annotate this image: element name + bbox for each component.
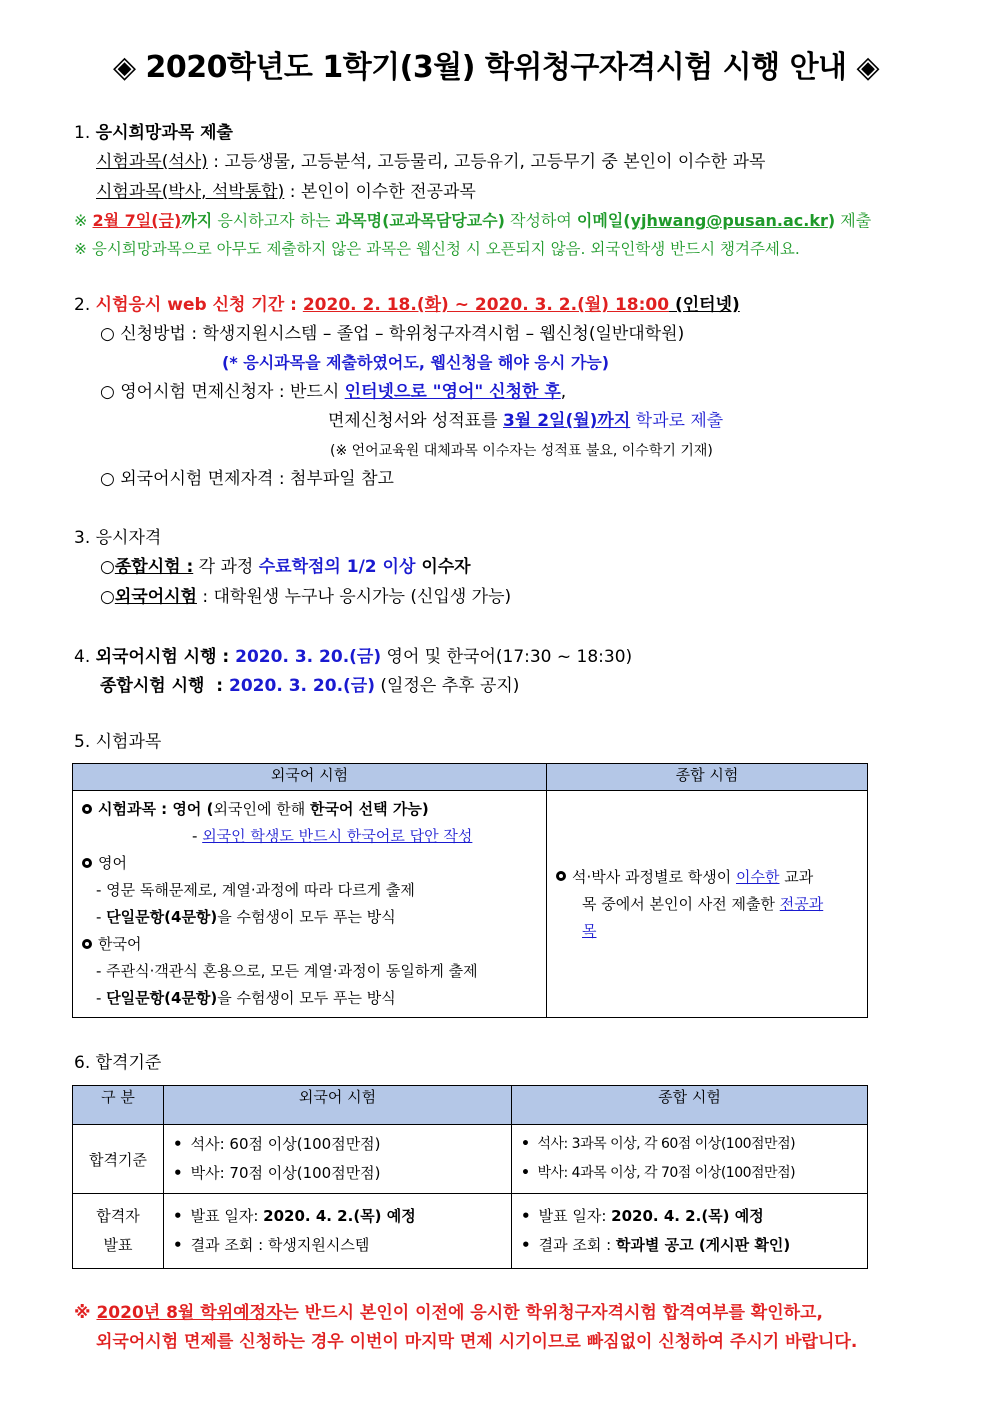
criteria-master [173, 1130, 502, 1159]
date: 2020. 3. 20.(금) [235, 647, 382, 667]
submission-note [74, 210, 871, 232]
text: : 대학원생 누구나 응시가능 (신입생 가능) [196, 587, 512, 607]
col-category: 구 분 [73, 1086, 164, 1125]
announce-check [173, 1231, 502, 1260]
text: 석사: 60점 이상(100점만점) [190, 1135, 381, 1153]
foreign-exam-schedule [74, 646, 632, 668]
text: 이수한 [735, 867, 780, 886]
bullet-icon: • [173, 1236, 183, 1254]
text: 단일문항(4문항) [106, 989, 218, 1007]
section-title: 시험응시 web 신청 기간 [95, 295, 285, 315]
bullet-icon: • [521, 1236, 531, 1254]
text: 외국인 [213, 800, 257, 818]
label: 종합시험 시행 : [100, 676, 230, 696]
text: 면제신청서와 성적표를 [328, 411, 504, 431]
row-label-announcement [73, 1194, 164, 1269]
section-1-heading [74, 122, 233, 144]
footer-note-2: 외국어시험 면제를 신청하는 경우 이번이 마지막 면제 시기이므로 빠짐없이 신청하여 주시기 바랍니다. [96, 1332, 858, 1352]
comp-line-1 [556, 864, 858, 891]
section-5-heading: 5. 시험과목 [74, 732, 162, 752]
text: 목 [582, 921, 597, 940]
text: 결과 조회 : [538, 1236, 616, 1254]
note-text: 응시하고자 하는 [212, 211, 336, 230]
col-foreign: 외국어 시험 [164, 1086, 512, 1125]
text: 2020년 8월 학위예정자 [96, 1303, 283, 1323]
section-number: 4. [74, 647, 96, 667]
period-tail: (인터넷) [669, 295, 740, 315]
text: ○ 영어시험 면제신청자 : 반드시 [100, 382, 345, 402]
text: 석·박사 과정별로 학생이 [572, 867, 736, 886]
text: 외국인 학생도 반드시 한국어로 답안 작성 [202, 827, 473, 845]
note-text: 제출 [835, 211, 872, 230]
colon: : [284, 295, 303, 315]
text: 영어 [98, 854, 127, 872]
criteria-comprehensive-cell [512, 1125, 868, 1194]
foreign-exam-cell [73, 791, 547, 1018]
application-period: 2020. 2. 18.(화) ~ 2020. 3. 2.(월) 18:00 [302, 295, 670, 315]
text: 한국어 선택 가능) [309, 800, 429, 818]
text: 는 반드시 본인이 이전에 응시한 학위청구자격시험 합격여부를 확인하고, [282, 1303, 823, 1323]
english-exemption-note: (※ 언어교육원 대체과목 이수자는 성적표 불요, 이수학기 기재) [330, 443, 713, 459]
deadline-date: 2월 7일(금) [92, 211, 182, 230]
text: 단일문항(4문항) [106, 908, 218, 926]
apply-method: ○ 신청방법 : 학생지원시스템 – 졸업 – 학위청구자격시험 – 웹신청(일반대학원) [100, 324, 685, 344]
text: 결과 조회 : 학생지원시스템 [190, 1236, 370, 1254]
foreign-note-line [82, 823, 537, 850]
english-detail-1: - 영문 독해문제로, 계열·과정에 따라 다르게 출제 [96, 881, 415, 899]
announce-comprehensive-cell [512, 1194, 868, 1269]
text: , [560, 382, 567, 402]
text: (일정은 추후 공지) [375, 676, 520, 696]
bullet-icon: • [173, 1207, 183, 1225]
col-foreign: 외국어 시험 [73, 764, 547, 791]
col-comprehensive: 종합 시험 [547, 764, 868, 791]
note-text: 작성하여 [504, 211, 577, 230]
section-title: 응시희망과목 제출 [95, 123, 233, 143]
text: - [192, 827, 203, 845]
note-mark: ※ [74, 211, 93, 230]
date: 2020. 3. 20.(금) [229, 676, 375, 696]
text: 을 수험생이 모두 푸는 방식 [217, 989, 396, 1007]
text: 전공과 [779, 894, 824, 913]
col-comprehensive: 종합 시험 [512, 1086, 868, 1125]
english-exemption-line-2 [328, 410, 723, 432]
criteria-comp-master [521, 1130, 858, 1159]
text: 박사: 4과목 이상, 각 70점 이상(100점만점) [537, 1165, 796, 1181]
qualification-comprehensive [100, 556, 471, 578]
apply-method-note: (* 응시과목을 제출하였어도, 웹신청을 해야 응시 가능) [222, 353, 610, 372]
text: 발표 일자: [538, 1207, 612, 1225]
note-text: 과목명(교과목담당교수) [335, 211, 505, 230]
email-link[interactable]: yjhwang@pusan.ac.kr [630, 211, 828, 230]
text: 학과별 공고 (게시판 확인) [615, 1236, 791, 1254]
text: 학과로 제출 [630, 411, 724, 431]
text: 이수자 [415, 557, 471, 577]
label: 발표 [103, 1236, 133, 1254]
text: 석사: 3과목 이상, 각 60점 이상(100점만점) [537, 1136, 796, 1152]
bullet-icon: • [173, 1164, 183, 1182]
section-number: 1. [74, 123, 91, 143]
web-open-note: ※ 응시희망과목으로 아무도 제출하지 않은 과목은 웹신청 시 오픈되지 않음. 외국인학생 반드시 챙겨주세요. [74, 240, 800, 258]
bullet-icon [82, 939, 92, 949]
text: 시험과목 : 영어 ( [98, 800, 214, 818]
text: 발표 일자: [190, 1207, 264, 1225]
english-deadline: 3월 2일(월)까지 [503, 411, 631, 431]
criteria-comp-phd [521, 1159, 858, 1188]
korean-detail-1: - 주관식·객관식 혼용으로, 모든 계열·과정이 동일하게 출제 [96, 962, 478, 980]
text: 한국어 [98, 935, 142, 953]
label: 외국어시험 [114, 587, 197, 607]
text: 박사: 70점 이상(100점만점) [190, 1164, 381, 1182]
row-label-criteria: 합격기준 [73, 1125, 164, 1194]
bullet-icon: • [521, 1136, 530, 1152]
bullet-icon: • [521, 1207, 531, 1225]
english-apply-instruction: 인터넷으로 "영어" 신청한 후 [344, 382, 561, 402]
circle-mark: ○ [100, 587, 115, 607]
pass-criteria-table [72, 1085, 868, 1269]
text: - [96, 989, 107, 1007]
section-3-heading: 3. 응시자격 [74, 528, 162, 548]
footer-note-1 [74, 1302, 823, 1324]
criteria-foreign-cell [164, 1125, 512, 1194]
label: 합격자 [96, 1207, 140, 1225]
foreign-exemption-line: ○ 외국어시험 면제자격 : 첨부파일 참고 [100, 469, 394, 489]
bullet-icon [82, 858, 92, 868]
english-detail-2 [82, 904, 537, 931]
foreign-subject-line [82, 796, 537, 823]
text: - [96, 908, 107, 926]
english-heading [82, 850, 537, 877]
comprehensive-exam-cell [547, 791, 868, 1018]
phd-subjects-line [96, 181, 476, 203]
section-2-heading [74, 294, 740, 316]
bullet-icon: • [173, 1135, 183, 1153]
announce-comp-check [521, 1231, 858, 1260]
announce-comp-date [521, 1202, 858, 1231]
label: 외국어시험 시행 : [95, 647, 236, 667]
text: 에 한해 [256, 800, 310, 818]
text: 2020. 4. 2.(목) 예정 [263, 1207, 416, 1225]
criteria-phd [173, 1159, 502, 1188]
announce-foreign-cell [164, 1194, 512, 1269]
phd-label: 시험과목(박사, 석박통합) [96, 182, 285, 202]
text: 영어 및 한국어(17:30 ~ 18:30) [381, 647, 633, 667]
master-subjects-line [96, 151, 765, 173]
comprehensive-exam-schedule [100, 675, 519, 697]
master-text: : 고등생물, 고등분석, 고등물리, 고등유기, 고등무기 중 본인이 이수한 과목 [207, 152, 766, 172]
text: 수료학점의 1/2 이상 [258, 557, 416, 577]
comp-line-3 [556, 918, 858, 945]
section-number: 2. [74, 295, 91, 315]
section-6-heading: 6. 합격기준 [74, 1053, 162, 1073]
page-title: ◈ 2020학년도 1학기(3월) 학위청구자격시험 시행 안내 ◈ [112, 50, 880, 85]
note-text: 까지 [181, 211, 213, 230]
bullet-icon: • [521, 1165, 530, 1181]
bullet-icon [556, 871, 566, 881]
phd-text: : 본인이 이수한 전공과목 [284, 182, 476, 202]
note-mark: ※ [74, 1303, 97, 1323]
exam-subjects-table [72, 763, 868, 1018]
master-label: 시험과목(석사) [96, 152, 208, 172]
qualification-foreign [100, 586, 511, 608]
english-exemption-line [100, 381, 566, 403]
text: 을 수험생이 모두 푸는 방식 [217, 908, 396, 926]
comp-line-2 [556, 891, 858, 918]
announce-date [173, 1202, 502, 1231]
korean-heading [82, 931, 537, 958]
text: 2020. 4. 2.(목) 예정 [611, 1207, 764, 1225]
korean-detail-2 [82, 985, 537, 1012]
text: 교과 [779, 867, 814, 886]
label: 종합시험 : [114, 557, 194, 577]
text: 각 과정 [193, 557, 259, 577]
bullet-icon [82, 804, 92, 814]
circle-mark: ○ [100, 557, 115, 577]
note-text: 이메일( [576, 211, 631, 230]
note-text: ) [827, 211, 836, 230]
text: 목 중에서 본인이 사전 제출한 [582, 894, 780, 913]
